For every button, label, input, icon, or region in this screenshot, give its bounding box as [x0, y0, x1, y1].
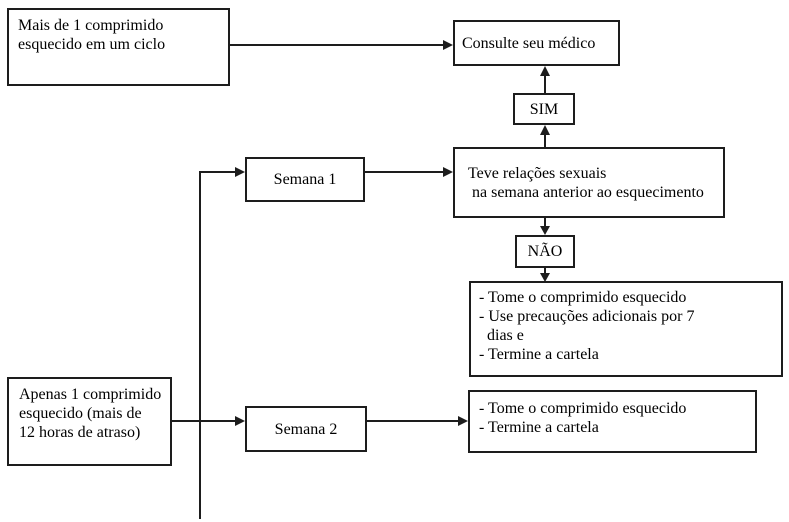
connector-trunk-vertical — [199, 171, 201, 519]
node-more-than-one-pill — [7, 8, 230, 86]
node-text-line: esquecido (mais de — [19, 405, 142, 422]
node-no-label — [515, 235, 575, 268]
connector-relations-to-sim — [544, 135, 546, 147]
node-yes-label — [513, 93, 575, 125]
arrowhead-right-icon — [443, 40, 453, 50]
node-text-line: - Tome o comprimido esquecido — [479, 400, 687, 417]
arrowhead-up-icon — [540, 125, 550, 135]
connector-week2-to-instructions — [367, 420, 458, 422]
node-week-2 — [245, 406, 367, 452]
node-text-line: Semana 2 — [274, 420, 338, 438]
connector-trunk-to-week1 — [199, 171, 235, 173]
connector-only-one-to-week2 — [172, 420, 235, 422]
arrowhead-right-icon — [235, 167, 245, 177]
connector-sim-to-consult — [544, 76, 546, 93]
arrowhead-down-icon — [540, 226, 550, 235]
node-text-line: NÃO — [527, 243, 563, 260]
node-consult-doctor — [453, 20, 620, 66]
node-text-line: Consulte seu médico — [462, 34, 596, 52]
connector-week1-to-relations — [365, 171, 443, 173]
node-text-line: SIM — [529, 100, 559, 118]
node-text-line: Apenas 1 comprimido — [19, 386, 162, 403]
connector-more-than-one-to-consult — [230, 44, 443, 46]
node-week1-instructions — [469, 281, 783, 377]
node-sexual-relations-question — [453, 147, 725, 218]
arrowhead-up-icon — [540, 66, 550, 76]
arrowhead-right-icon — [235, 416, 245, 426]
node-text-line: - Tome o comprimido esquecido — [479, 289, 687, 306]
node-week2-instructions — [468, 390, 757, 453]
connector-relations-to-nao — [544, 218, 546, 226]
node-text-line: dias e — [479, 327, 524, 344]
node-text-line: 12 horas de atraso) — [19, 424, 141, 441]
node-text-line: - Termine a cartela — [479, 419, 599, 436]
node-week-1 — [245, 157, 365, 202]
node-text-line: - Use precauções adicionais por 7 — [479, 308, 695, 325]
node-text-line: Mais de 1 comprimido — [18, 17, 164, 34]
node-text-line: na semana anterior ao esquecimento — [468, 183, 704, 201]
arrowhead-right-icon — [458, 416, 468, 426]
arrowhead-right-icon — [443, 167, 453, 177]
node-text-line: Teve relações sexuais — [468, 164, 607, 182]
node-text-line: Semana 1 — [273, 171, 337, 188]
node-text-line: esquecido em um ciclo — [18, 36, 166, 53]
node-text-line: - Termine a cartela — [479, 346, 599, 363]
node-only-one-pill — [7, 377, 172, 466]
